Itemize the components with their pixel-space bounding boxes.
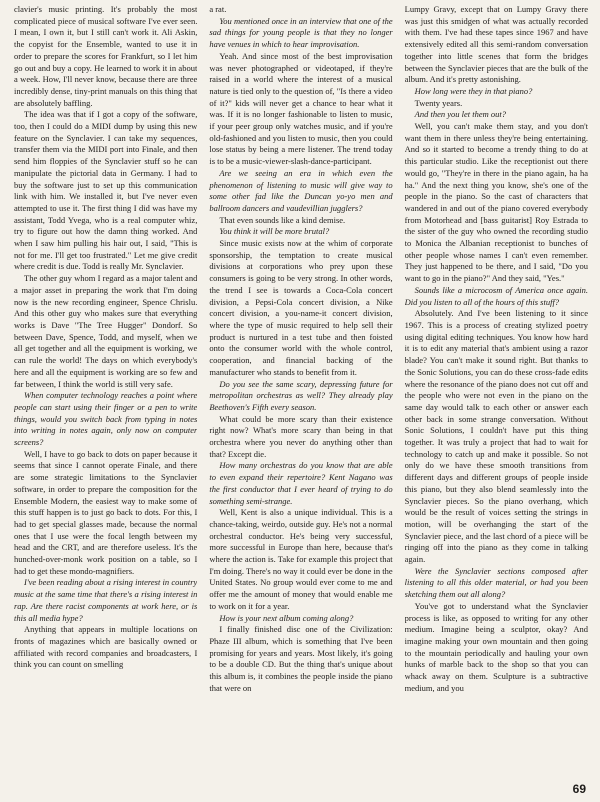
interview-answer: Yeah. And since most of the best improvisation was never photographed or videotaped, if they're raised in a world where the interest of a musical nature is tied only to the question of, "Is there a video of it?" kids will never get a chance to hear what it was. If it is no longer fashionable to listen to music, if your peer group only watches music, and if you're old-fashioned and you listen to music, then you could lose status by being a mere listener. The trend today is to be a music-viewer-slash-dance-participant.: [209, 50, 393, 167]
interview-answer: Lumpy Gravy, except that on Lumpy Gravy there was just this smidgen of what was actually recorded with them. I've had these tapes since 1967 and have extensively edited all this semi-random conversation together into little scenes that form the bridges between the Synclavier pieces that are the bulk of the album. And it's pretty astonishing.: [404, 4, 588, 85]
interview-answer: The idea was that if I got a copy of the software, too, then I could do a MIDI dump by using this new feature on the Synclavier. I can take my sequences, transfer them via the MIDI port into Finale, and then send him floppies of the Synclavier stuff so he can manipulate the pictorial data in Germany. I had to buy the software just to set up this communication link with him. We installed it, but I've never even attempted to use it. The first thing I did was have my assistant, Todd Yvega, who is a real computer whiz, try to figure out how the damn thing worked. And when I saw him pulling his hair out, I said, "This is not for me. I'll get too frustrated." Let me give credit where credit is due. Todd is really Mr. Synclavier.: [14, 109, 198, 272]
interview-question: Were the Synclavier sections composed after listening to all this older material, or had you been sketching them out all along?: [404, 565, 588, 600]
page-number: 69: [572, 782, 586, 796]
article-body: [14, 4, 588, 774]
interview-answer: a rat.: [209, 4, 227, 14]
interview-answer: That even sounds like a kind demise.: [219, 214, 346, 225]
interview-question: How long were they in that piano?: [414, 85, 533, 96]
interview-question: I've been reading about a rising interest in country music at the same time that there's a rising interest in rap. Are there racist components at work here, or is this all media hype?: [14, 577, 198, 623]
interview-answer: The other guy whom I regard as a major talent and a major asset in preparing the work that I'm doing now is the new recording engineer, Spence Chrislu. And this other guy who makes sure that everything works is Dave "The Tree Hugger" Dondorf. So between Dave, Spence, Todd, and myself, when we all get together and all the equipment is working, we can rule the world! The days on which everybody's here and all the equipment is working are so few and far between, I think the world is still very safe.: [14, 273, 198, 389]
interview-answer: Well, I have to go back to dots on paper because it seems that since I cannot operate Finale, and there are some strategic limitations to the Synclavier software, in order to prepare the composition for the Ensemble Modern, the easiest way to make some of this stuff happen is to just go back to dots. For this, I had to get special glasses made, because the normal ones that I use were the focal length between my head and the CRT, and are therefore useless. It's the hunched-over-monk work position on a table, so I had to get these mondo-magnifiers.: [14, 448, 198, 576]
interview-answer: Well, Kent is also a unique individual. This is a chance-taking, weirdo, outside guy. He's not a normal orchestral conductor. He's being very successful, more successful in Europe than here, because that's where the action is. Take for example this project that I'm doing. There's no way it could ever be done in the United States. No group would ever come to me and offer me the amount of money that would enable me to work on it for a year.: [209, 507, 393, 611]
interview-question: Are we seeing an era in which even the phenomenon of listening to music will give way to some other fad like the Duncan yo-yo men and ballroom dancers and vaudevillian jugglers?: [209, 167, 393, 213]
interview-question: How many orchestras do you know that are able to even expand their repertoire? Kent Nagano was the first conductor that I ever heard of trying to do something semi-strange.: [209, 460, 393, 506]
interview-answer: Since music exists now at the whim of corporate sponsorship, the temptation to create musical divisions at corporations who prey upon these consumers is going to be very strong. In other words, the trend I see is towards a Coca-Cola concert division, a Pepsi-Cola concert division, a Nike concert division, a you-name-it concert division, where the type of music required to help sell their product is nurtured in a test tube and then foisted onto the consumer world with the whole control, cooperation, and financial backing of the manufacturer who stands to benefit from it.: [209, 238, 393, 377]
interview-question: When computer technology reaches a point where people can start using their finger or a pen to write things, would you switch back from typing in notes into writing in notes again, only now on computer screens?: [14, 390, 198, 448]
interview-answer: clavier's music printing. It's probably the most complicated piece of musical software I've ever seen. I mean, I own it, but I still can't work it. Ali Askin, the copyist for the Ensemble, wanted to use it in order to prepare the scores for Frankfurt, so I let him go out and buy a copy. He learned to work it in about a week. How, I'll never know, because there are three incredibly dense, tiny-print manuals on this thing that are absolutely baffling.: [14, 4, 198, 108]
interview-answer: Well, you can't make them stay, and you don't want them in there unless they're being entertaining. And so it started to become a trendy thing to do at this particular studio. Like the receptionist out there would go, "They're in there in the piano again, ha ha ha." And the next thing you know, she's one of the people in the piano. So the cast of characters that wandered in and out of the piano covered everybody from Motorhead and [bass guitarist] Roy Estrada to the sister of the guy who owned the recording studio to Monica the Albanian receptionist to bunches of other people whose names I can't even remember. They just happened to be there, and I said, "Do you want to go in the piano?" And they said, "Yes.": [404, 121, 588, 284]
interview-answer: Twenty years.: [414, 97, 463, 108]
interview-answer: Anything that appears in multiple locations on fronts of magazines which are basically owned or affiliated with record companies and broadcasters, I think you can count on smelling: [14, 624, 198, 670]
column-3: [405, 4, 588, 774]
interview-answer: You've got to understand what the Synclavier process is like, as opposed to writing for any other medium. Imagine being a sculptor, okay? And imagine making your own mountain and then going to the mountain periodically and hauling your own hunks of marble back to the shop so that you can whack away on them. Sculpture is a subtractive medium, and you: [404, 600, 588, 693]
interview-answer: What could be more scary than their existence right now? What's more scary than being in that orchestra where you never do anything other than that? Except die.: [209, 413, 393, 459]
interview-question: And then you let them out?: [414, 109, 507, 120]
interview-question: Sounds like a microcosm of America once again. Did you listen to all of the hours of this stuff?: [404, 284, 588, 307]
interview-question: You think it will be more brutal?: [219, 226, 330, 237]
column-1: [14, 4, 197, 774]
interview-question: You mentioned once in an interview that one of the sad things for young people is that they no longer have venues in which to hear improvisation.: [209, 15, 393, 50]
interview-answer: I finally finished disc one of the Civilization: Phaze III album, which is something that I've been promising for years and years. Most likely, it's going to be a double CD. But the thing that's unique about this album is, it combines the people inside the piano that were on: [209, 624, 393, 693]
column-2: [209, 4, 392, 774]
interview-answer: Absolutely. And I've been listening to it since 1967. This is a process of creating stylized poetry using digital editing techniques. You know how hard it is to edit any material that's ambient using a razor blade? You can't make it sound right. But thanks to the Sonic Solutions, you can do these cross-fade edits where the resonance of the piano does not cut off and the people who were not even in the piano on the same day would talk to each other or answer each other back in some strange conversation. Without Sonic Solutions, I couldn't have put this thing together. It was truly a project that had to wait for technology to catch up and make it possible. So not only do we have these smooth transitions from different days and different groups of people inside this piano, but they also blend seamlessly into the Synclavier pieces. So the piano overhang, which would be the result of voices setting the strings in motion, will be overhanging the start of the Synclavier piece, and the last chord of a piece will be ringing off into the piano as they come in talking again.: [404, 308, 588, 565]
interview-question: How is your next album coming along?: [219, 612, 354, 623]
interview-question: Do you see the same scary, depressing future for metropolitan orchestras as well? They already play Beethoven's Fifth every season.: [209, 378, 393, 412]
